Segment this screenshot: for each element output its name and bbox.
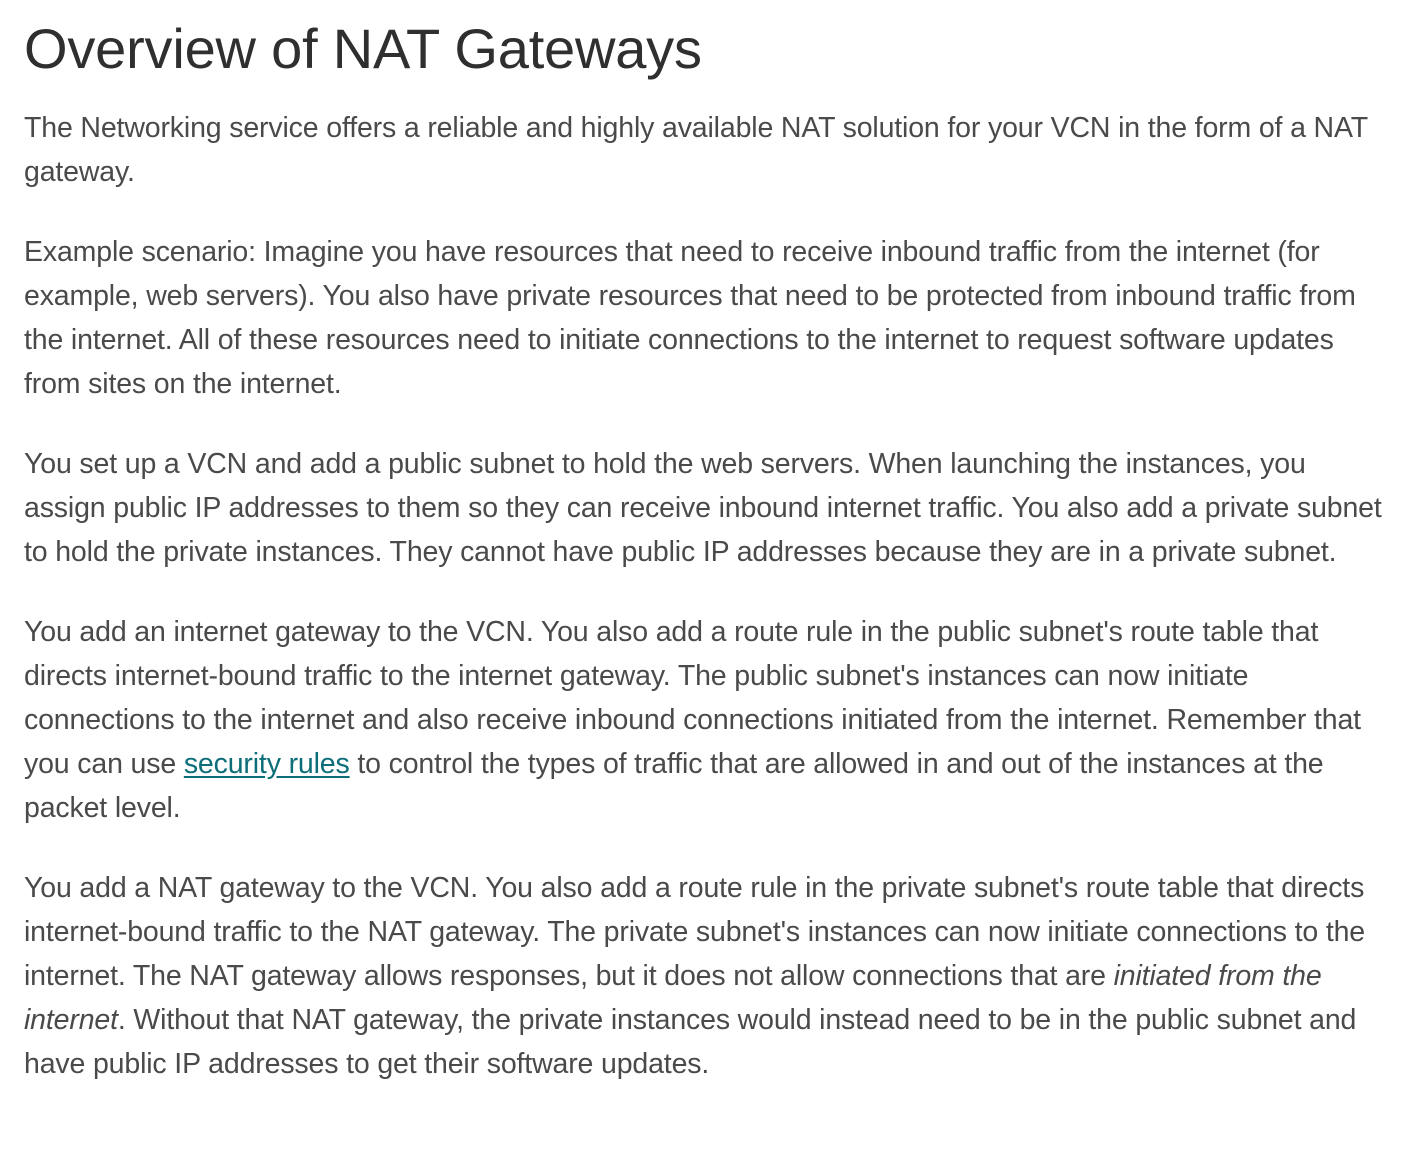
paragraph-text: You add a NAT gateway to the VCN. You also add a route rule in the private subnet's route table that directs internet-bound traffic to the NAT gateway. The private subnet's instances can now initiate connections to the internet. The NAT gateway allows responses, but it does not allow connections that are	[24, 872, 1366, 992]
paragraph-intro: The Networking service offers a reliable and highly available NAT solution for your VCN in the form of a NAT gateway.	[24, 112, 1368, 188]
paragraph-vcn-setup: You set up a VCN and add a public subnet to hold the web servers. When launching the instances, you assign public IP addresses to them so they can receive inbound internet traffic. You also add a private subnet to hold the private instances. They cannot have public IP addresses because they are in a private subnet.	[24, 448, 1382, 568]
paragraph-text: You add an internet gateway to the VCN. You also add a route rule in the public subnet's route table that directs internet-bound traffic to the internet gateway. The public subnet's instances can now initiate connections to the internet and also receive inbound connections initiated from the internet. Remember that you can use	[24, 616, 1361, 780]
security-rules-link[interactable]: security rules	[183, 748, 350, 780]
emphasis-text: initiated from the internet	[24, 960, 1322, 1036]
paragraph-text: . Without that NAT gateway, the private instances would instead need to be in the public subnet and have public IP addresses to get their software updates.	[24, 1004, 1357, 1080]
page-title: Overview of NAT Gateways	[24, 17, 702, 80]
paragraph-internet-gateway	[24, 610, 1392, 830]
paragraph-text: to control the types of traffic that are allowed in and out of the instances at the packet level.	[24, 748, 1324, 824]
paragraph-example-scenario: Example scenario: Imagine you have resources that need to receive inbound traffic from the internet (for example, web servers). You also have private resources that need to be protected from inbound traffic from the internet. All of these resources need to initiate connections to the internet to request software updates from sites on the internet.	[24, 236, 1356, 400]
paragraph-nat-gateway	[24, 866, 1392, 1086]
